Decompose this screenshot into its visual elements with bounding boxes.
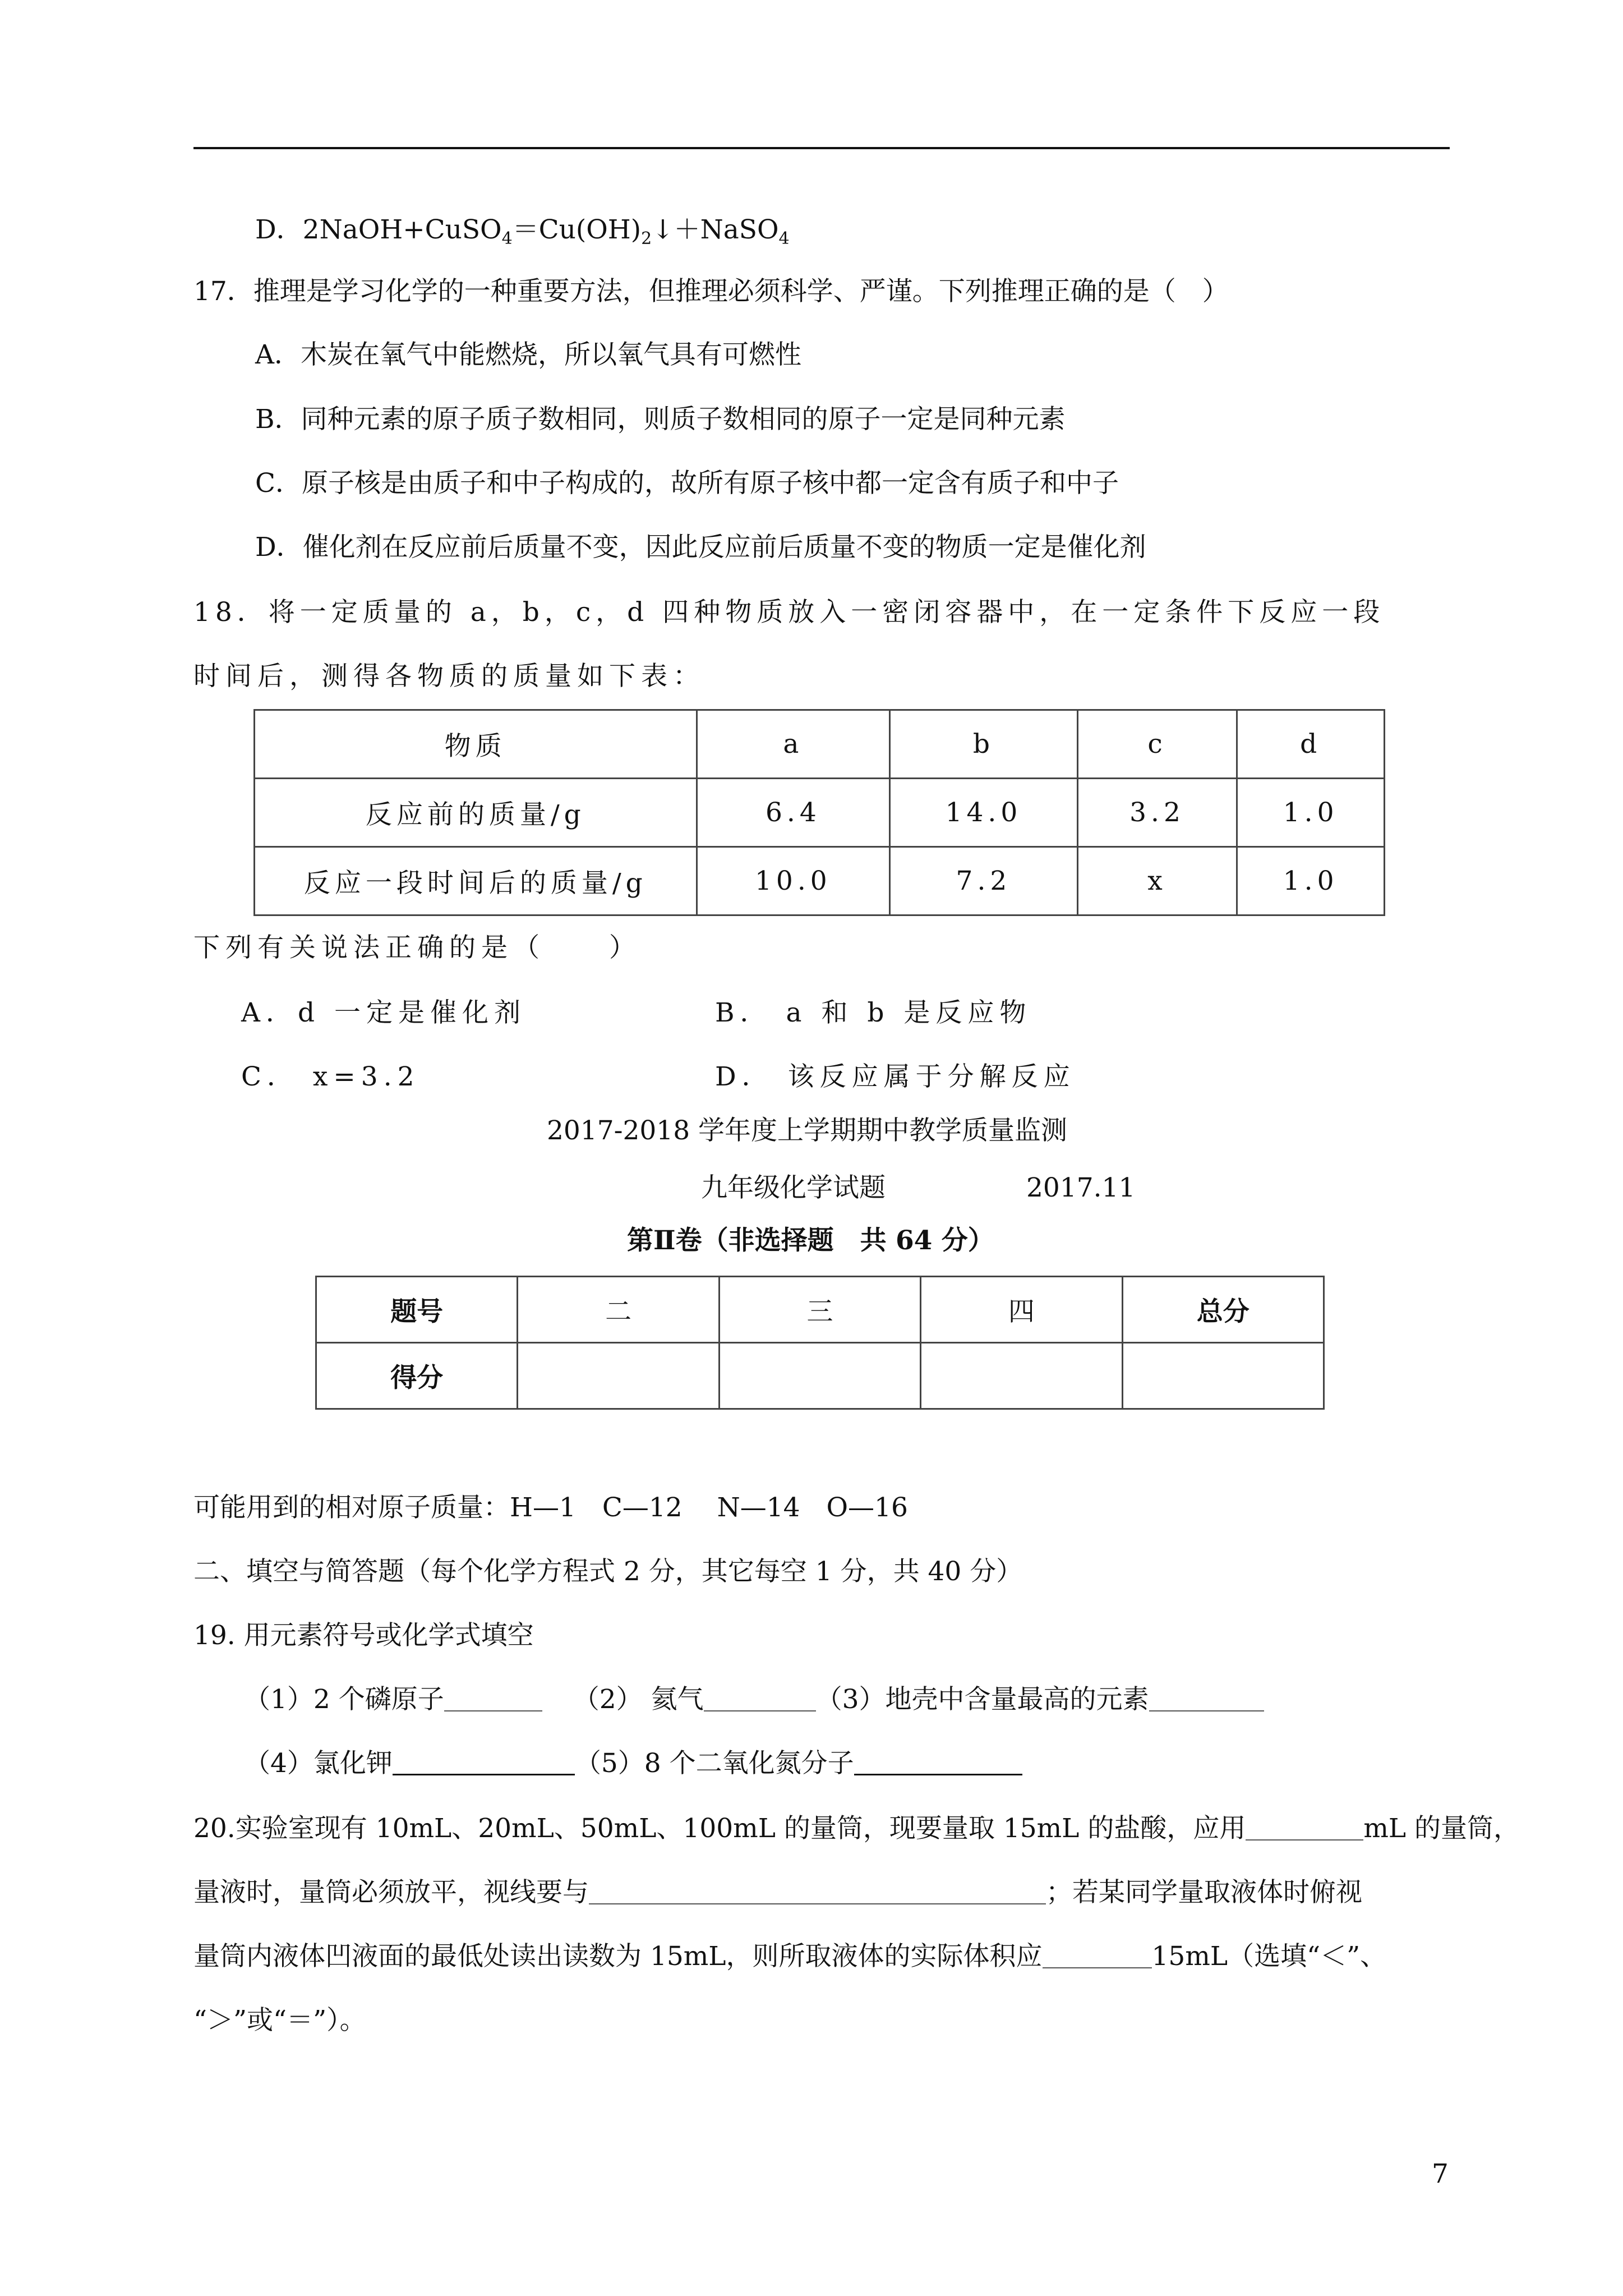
table-row [255,847,1385,915]
page-number: 7 [1432,2159,1449,2189]
table-header-cell: a [697,710,890,779]
table-header-cell: 物质 [255,710,697,779]
answer-blank[interactable] [1149,1685,1264,1711]
table-row [255,779,1385,847]
table-cell: 反应前的质量/g [255,779,697,847]
score-table [315,1276,1325,1410]
score-cell[interactable] [921,1343,1122,1409]
score-header-cell: 三 [719,1277,920,1343]
q20-line1: 20.实验室现有 10mL、20mL、50mL、100mL 的量筒，现要量取 15mL 的盐酸，应用 mL 的量筒， [193,1813,1520,1844]
answer-blank[interactable] [393,1748,575,1775]
q18-stem-line2: 时间后，测得各物质的质量如下表： [193,661,705,692]
score-header-cell: 二 [518,1277,719,1343]
q20-line4: “＞”或“＝”）。 [193,2005,366,2036]
section-title: 第Ⅱ卷（非选择题 共 64 分） [627,1225,994,1256]
header-rule [193,147,1450,149]
exam-title: 2017-2018 学年度上学期期中教学质量监测 [547,1115,1068,1146]
q18-option-c: C． x=3.2 [241,1061,420,1092]
q17-stem: 17．推理是学习化学的一种重要方法，但推理必须科学、严谨。下列推理正确的是（ ） [193,276,1229,307]
q17-option-c: C．原子核是由质子和中子构成的，故所有原子核中都一定含有质子和中子 [255,468,1119,499]
score-cell[interactable] [719,1343,920,1409]
q17-option-d: D．催化剂在反应前后质量不变，因此反应前后质量不变的物质一定是催化剂 [255,532,1146,563]
q20-line3: 量筒内液体凹液面的最低处读出读数为 15mL，则所取液体的实际体积应 15mL（选填“＜”、 [193,1941,1387,1972]
answer-blank[interactable] [444,1685,542,1711]
score-cell[interactable] [1122,1343,1324,1409]
table-cell: 1.0 [1237,847,1385,915]
table-cell: 6.4 [697,779,890,847]
answer-blank[interactable] [704,1685,816,1711]
exam-date: 2017.11 [1026,1172,1136,1203]
table-cell: x [1077,847,1237,915]
atomic-masses: 可能用到的相对原子质量：H—1 C—12 N—14 O—16 [193,1492,908,1523]
score-header-cell: 四 [921,1277,1122,1343]
answer-blank[interactable] [589,1878,1046,1904]
q18-option-b: B． a 和 b 是反应物 [715,997,1032,1028]
table-header-cell: c [1077,710,1237,779]
part2-heading: 二、填空与简答题（每个化学方程式 2 分，其它每空 1 分，共 40 分） [193,1556,1023,1587]
table-cell: 7.2 [890,847,1078,915]
score-header-cell: 总分 [1122,1277,1324,1343]
table-header-cell: d [1237,710,1385,779]
table-header-cell: b [890,710,1078,779]
table-cell: 3.2 [1077,779,1237,847]
table-cell: 10.0 [697,847,890,915]
table-cell: 14.0 [890,779,1078,847]
score-cell[interactable] [518,1343,719,1409]
exam-subtitle: 九年级化学试题 [701,1172,886,1203]
answer-blank[interactable] [1043,1941,1152,1968]
answer-blank[interactable] [854,1748,1022,1775]
q19-line1: （1）2 个磷原子 （2） 氦气 （3）地壳中含量最高的元素 [244,1683,1264,1717]
q18-option-a: A．d 一定是催化剂 [241,997,526,1028]
q18-question: 下列有关说法正确的是（ ） [193,932,641,963]
q18-option-d: D． 该反应属于分解反应 [715,1061,1076,1092]
q16-option-d: D．$2NaOH+CuSO_4=Cu(OH)_2↓+NaSO_4$ [255,214,790,249]
q17-option-b: B．同种元素的原子质子数相同，则质子数相同的原子一定是同种元素 [255,404,1066,435]
q19-stem: 19. 用元素符号或化学式填空 [193,1620,534,1651]
score-header-cell: 题号 [316,1277,518,1343]
q17-option-a: A．木炭在氧气中能燃烧，所以氧气具有可燃性 [255,339,801,370]
q20-line2: 量液时，量筒必须放平，视线要与 ；若某同学量取液体时俯视 [193,1877,1362,1908]
table-cell: 反应一段时间后的质量/g [255,847,697,915]
answer-blank[interactable] [1246,1814,1363,1841]
table-cell: 1.0 [1237,779,1385,847]
score-row-label: 得分 [316,1343,518,1409]
q18-mass-table [253,709,1385,916]
q18-stem-line1: 18．将一定质量的 a，b，c，d 四种物质放入一密闭容器中，在一定条件下反应一段 [193,597,1385,628]
q19-line2: （4）氯化钾 （5）8 个二氧化氮分子 [244,1747,1022,1780]
